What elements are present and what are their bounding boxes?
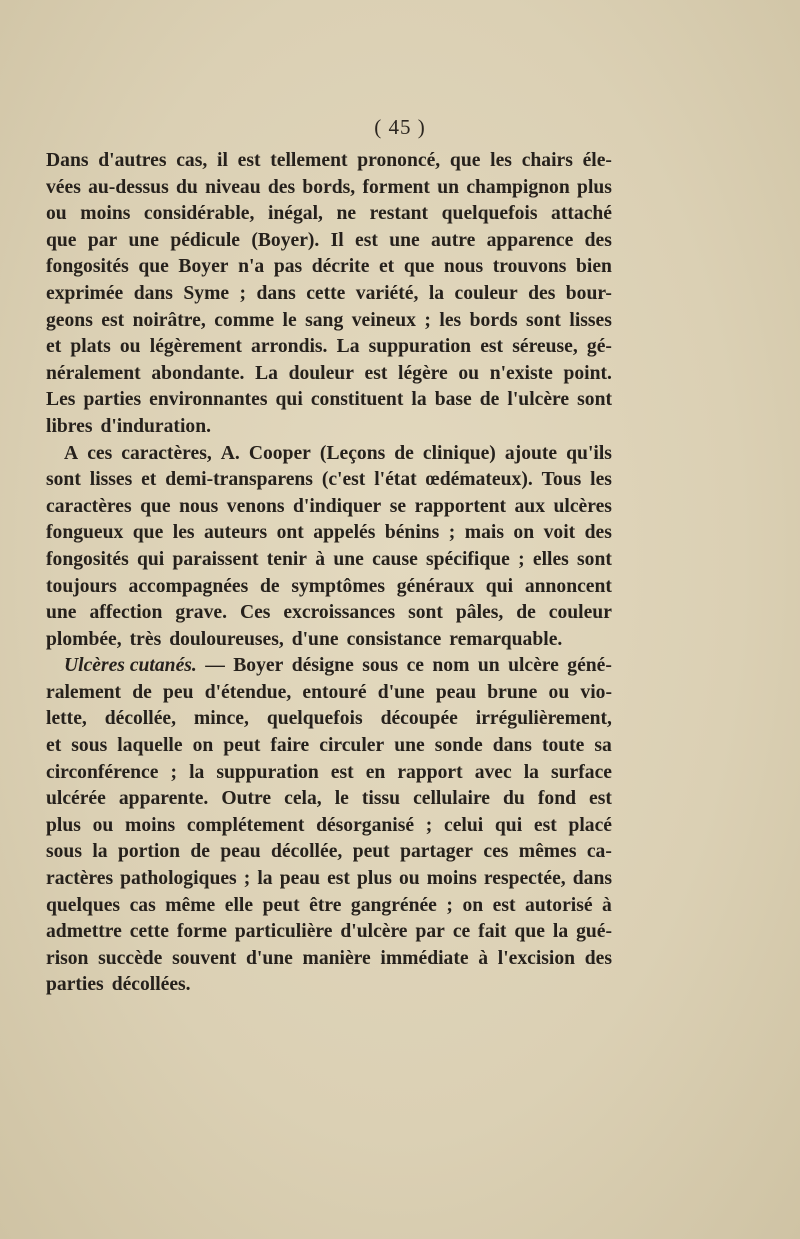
text-line: A ces caractères, A. Cooper (Leçons de clinique) ajoute qu'ils <box>64 442 612 464</box>
text-line: Les parties environnantes qui constituent la base de l'ulcère sont <box>46 389 612 411</box>
text-line: parties décollées. <box>46 974 191 996</box>
text-line: Ulcères cutanés. — Boyer désigne sous ce nom un ulcère géné- <box>46 653 612 680</box>
text-line: circonférence ; la suppuration est en rapport avec la surface <box>46 761 612 783</box>
text-line: plus ou moins complétement désorganisé ; celui qui est placé <box>46 814 612 836</box>
paragraph <box>46 148 612 441</box>
text-line: sont lisses et demi-transparens (c'est l'état œdémateux). Tous les <box>46 469 612 491</box>
text-line: fongosités qui paraissent tenir à une cause spécifique ; elles sont <box>46 548 612 570</box>
text-line: fongosités que Boyer n'a pas décrite et que nous trouvons bien <box>46 256 612 278</box>
paragraph <box>46 653 612 999</box>
text-line: plombée, très douloureuses, d'une consistance remarquable. <box>46 628 563 650</box>
text-line: vées au-dessus du niveau des bords, forment un champignon plus <box>46 176 612 198</box>
text-line: que par une pédicule (Boyer). Il est une autre apparence des <box>46 229 612 251</box>
text-line: libres d'induration. <box>46 415 211 437</box>
text-line: ou moins considérable, inégal, ne restant quelquefois attaché <box>46 203 612 225</box>
text-line: et sous laquelle on peut faire circuler une sonde dans toute sa <box>46 735 612 757</box>
text-line: ralement de peu d'étendue, entouré d'une peau brune ou vio- <box>46 681 612 703</box>
text-line: exprimée dans Syme ; dans cette variété, la couleur des bour- <box>46 282 612 304</box>
text-line: admettre cette forme particulière d'ulcère par ce fait que la gué- <box>46 921 612 943</box>
text-line: ractères pathologiques ; la peau est plus ou moins respectée, dans <box>46 868 612 890</box>
text-line: geons est noirâtre, comme le sang veineux ; les bords sont lisses <box>46 309 612 331</box>
text-line: fongueux que les auteurs ont appelés bénins ; mais on voit des <box>46 522 612 544</box>
text-line: caractères que nous venons d'indiquer se rapportent aux ulcères <box>46 495 612 517</box>
section-heading: Ulcères cutanés. <box>64 655 197 677</box>
text-line: quelques cas même elle peut être gangrénée ; on est autorisé à <box>46 894 612 916</box>
text-line: Dans d'autres cas, il est tellement prononcé, que les chairs éle- <box>46 150 612 171</box>
text-line: et plats ou légèrement arrondis. La suppuration est séreuse, gé- <box>46 336 612 358</box>
text-line: rison succède souvent d'une manière immédiate à l'excision des <box>46 947 612 969</box>
paragraph <box>46 441 612 654</box>
text-line: néralement abondante. La douleur est légère ou n'existe point. <box>46 362 612 384</box>
page-number: ( 45 ) <box>374 115 426 139</box>
body-text <box>46 148 612 999</box>
text-line: une affection grave. Ces excroissances sont pâles, de couleur <box>46 602 612 624</box>
text-line: sous la portion de peau décollée, peut partager ces mêmes ca- <box>46 841 612 863</box>
text-line: lette, décollée, mince, quelquefois découpée irrégulièrement, <box>46 708 612 730</box>
text-line: toujours accompagnées de symptômes généraux qui annoncent <box>46 575 612 597</box>
text-line: ulcérée apparente. Outre cela, le tissu cellulaire du fond est <box>46 788 612 810</box>
